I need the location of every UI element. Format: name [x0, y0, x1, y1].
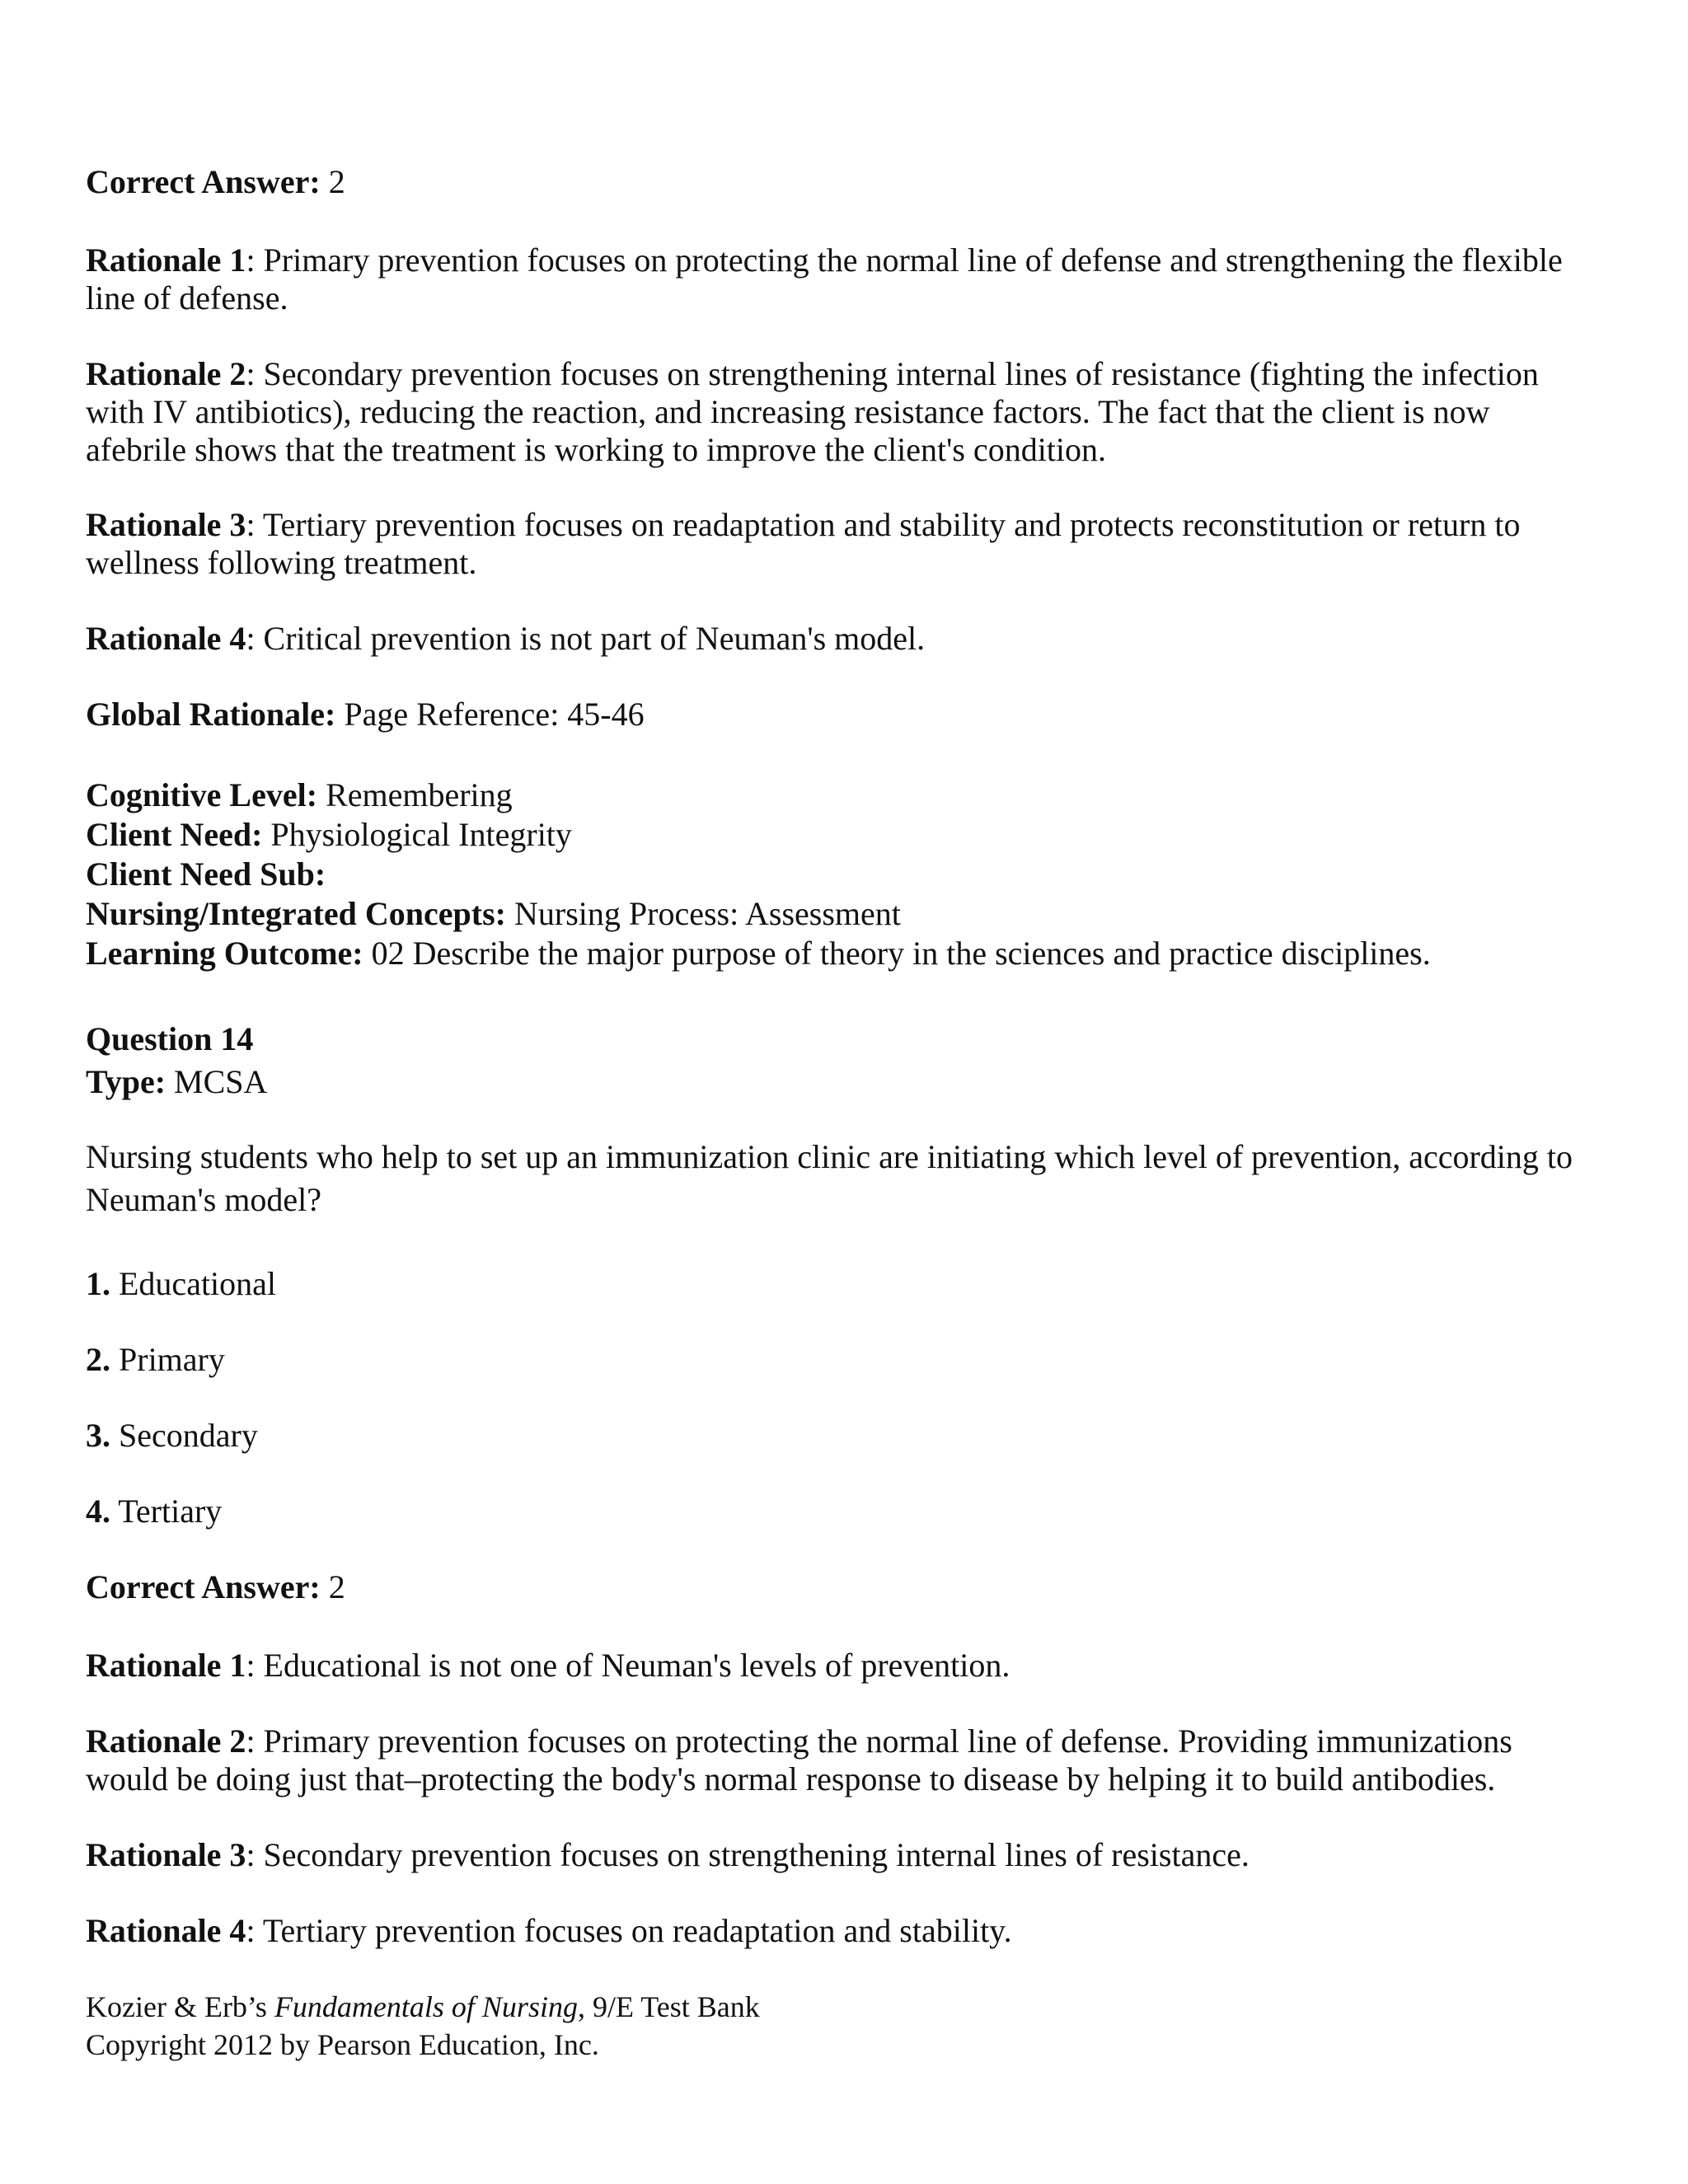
- question-rationale-2: Rationale 2: Primary prevention focuses on protecting the normal line of defense. Providing immunizations would be doing just that–protecting the body's normal response to disease by helping it to build antibodies.: [86, 1722, 1512, 1797]
- global-rationale: [86, 696, 1619, 733]
- rationale-1: [86, 241, 1619, 317]
- global-rationale-value: Page Reference: 45-46: [344, 696, 645, 733]
- rationale-label: Rationale 2: [86, 355, 246, 392]
- question-type: Type: MCSA: [86, 1063, 268, 1100]
- rationale-label: Rationale 4: [86, 620, 246, 657]
- question-stem: Nursing students who help to set up an immunization clinic are initiating which level of prevention, according to Neuman's model?: [86, 1138, 1573, 1218]
- question-title: Question 14: [86, 1020, 254, 1057]
- rationale-text: : Secondary prevention focuses on strengthening internal lines of resistance (fighting the infection: [246, 355, 1539, 392]
- rationale-3: [86, 506, 1619, 582]
- correct-answer: [86, 163, 1619, 201]
- question-metadata: [86, 776, 1619, 973]
- rationale-text: : Tertiary prevention focuses on readaptation and stability and protects reconstitution or return to: [246, 506, 1521, 543]
- question-correct-answer: Correct Answer: 2: [86, 1568, 345, 1605]
- question-rationale-1: Rationale 1: Educational is not one of Neuman's levels of prevention.: [86, 1647, 1010, 1684]
- rationale-label: Rationale 3: [86, 506, 246, 543]
- correct-answer-value: 2: [328, 163, 345, 200]
- footer-book-title: Kozier & Erb’s Fundamentals of Nursing, 9/E Test Bank: [86, 1990, 760, 2023]
- rationale-text: with IV antibiotics), reducing the reaction, and increasing resistance factors. The fact that the client is now: [86, 393, 1490, 430]
- answer-option-3: 3. Secondary: [86, 1417, 258, 1454]
- question-header: [86, 1018, 1619, 1104]
- answer-option-1: 1. Educational: [86, 1265, 277, 1302]
- question-rationale-4: Rationale 4: Tertiary prevention focuses on readaptation and stability.: [86, 1912, 1012, 1949]
- rationale-text: : Primary prevention focuses on protecting the normal line of defense and strengthening the flexible: [246, 241, 1563, 279]
- nursing-integrated-concepts: Nursing/Integrated Concepts: Nursing Process: Assessment: [86, 895, 901, 932]
- correct-answer-label: Correct Answer:: [86, 163, 321, 200]
- learning-outcome: Learning Outcome: 02 Describe the major purpose of theory in the sciences and practice disciplines.: [86, 935, 1431, 972]
- cognitive-level: Cognitive Level: Remembering: [86, 776, 513, 813]
- rationale-text: wellness following treatment.: [86, 544, 477, 581]
- rationale-label: Rationale 1: [86, 241, 246, 279]
- answer-option-2: 2. Primary: [86, 1341, 225, 1378]
- rationale-4: [86, 620, 1619, 658]
- rationale-text: : Critical prevention is not part of Neuman's model.: [246, 620, 926, 657]
- answer-option-4: 4. Tertiary: [86, 1493, 223, 1530]
- question-rationale-3: Rationale 3: Secondary prevention focuses on strengthening internal lines of resistance.: [86, 1836, 1250, 1873]
- client-need-sub: Client Need Sub:: [86, 855, 326, 893]
- rationale-text: afebrile shows that the treatment is working to improve the client's condition.: [86, 431, 1107, 468]
- client-need: Client Need: Physiological Integrity: [86, 816, 572, 853]
- footer-copyright: Copyright 2012 by Pearson Education, Inc.: [86, 2028, 599, 2061]
- rationale-2: [86, 355, 1619, 469]
- page-footer: [86, 1988, 1619, 2064]
- global-rationale-label: Global Rationale:: [86, 696, 336, 733]
- rationale-text: line of defense.: [86, 279, 288, 316]
